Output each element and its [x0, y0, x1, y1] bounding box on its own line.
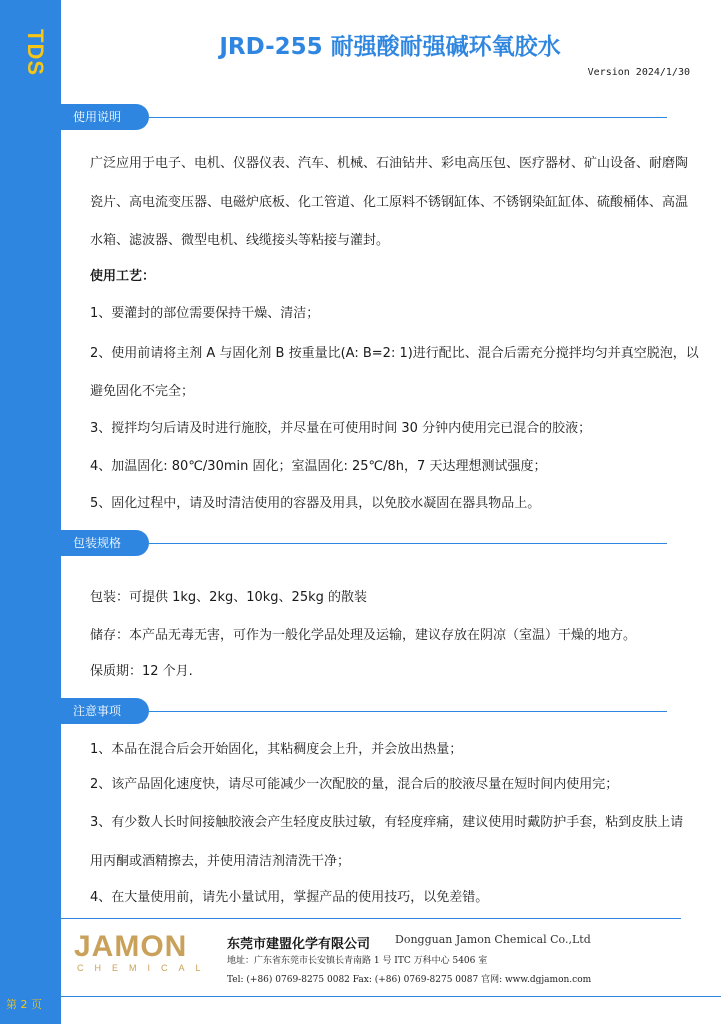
process-step: 3、搅拌均匀后请及时进行施胶，并尽量在可使用时间 30 分钟内使用完已混合的胶液；	[90, 421, 592, 436]
page-title: JRD-255 耐强酸耐强碱环氧胶水	[219, 34, 561, 60]
company-name-en: Dongguan Jamon Chemical Co.,Ltd	[395, 933, 591, 946]
sidebar	[0, 0, 61, 1024]
page-number: 第 2 页	[6, 998, 42, 1011]
version-label: Version 2024/1/30	[587, 67, 690, 78]
process-title: 使用工艺：	[90, 269, 156, 284]
usage-desc-line: 水箱、滤波器、微型电机、线缆接头等粘接与灌封。	[90, 233, 390, 248]
company-contact: Tel: (+86) 0769-8275 0082 Fax: (+86) 0769-8275 0087 官网: www.dgjamon.com	[227, 975, 592, 985]
packaging-line: 储存：本产品无毒无害，可作为一般化学品处理及运输，建议存放在阴凉（室温）干燥的地方。	[90, 628, 637, 643]
logo-wordmark: JAMON	[74, 930, 188, 963]
process-step: 2、使用前请将主剂 A 与固化剂 B 按重量比(A: B=2: 1)进行配比、混合后需充分搅拌均匀并真空脱泡，以	[90, 346, 699, 361]
footer-divider	[61, 918, 681, 919]
logo-subtext: CHEMICAL	[77, 963, 212, 973]
note-line: 2、该产品固化速度快，请尽可能减少一次配胶的量，混合后的胶液尽量在短时间内使用完；	[90, 777, 619, 792]
section-usage-heading: 使用说明	[61, 104, 149, 130]
tds-label: TDS	[23, 28, 48, 76]
process-step: 避免固化不完全；	[90, 384, 195, 399]
company-logo	[74, 932, 214, 980]
usage-desc-line: 广泛应用于电子、电机、仪器仪表、汽车、机械、石油钻井、彩电高压包、医疗器材、矿山设备、耐磨陶	[90, 156, 689, 171]
section-divider	[149, 117, 667, 118]
company-address: 地址：广东省东莞市长安镇长青南路 1 号 ITC 万科中心 5406 室	[227, 956, 488, 966]
footer-bottom-divider	[61, 996, 721, 997]
note-line: 3、有少数人长时间接触胶液会产生轻度皮肤过敏，有轻度痒痛，建议使用时戴防护手套，粘到皮肤上请	[90, 815, 684, 830]
note-line: 用丙酮或酒精擦去，并使用清洁剂清洗干净；	[90, 854, 351, 869]
packaging-line: 包装：可提供 1kg、2kg、10kg、25kg 的散装	[90, 590, 368, 605]
process-step: 4、加温固化: 80℃/30min 固化；室温固化: 25℃/8h，7 天达理想测试强度；	[90, 459, 547, 474]
process-step: 5、固化过程中，请及时清洁使用的容器及用具，以免胶水凝固在器具物品上。	[90, 496, 541, 511]
usage-desc-line: 瓷片、高电流变压器、电磁炉底板、化工管道、化工原料不锈钢缸体、不锈钢染缸缸体、硫酸桶体、高温	[90, 195, 689, 210]
company-name-cn: 东莞市建盟化学有限公司	[227, 937, 371, 952]
section-divider	[149, 543, 667, 544]
note-line: 4、在大量使用前，请先小量试用，掌握产品的使用技巧，以免差错。	[90, 890, 489, 905]
section-packaging-heading: 包装规格	[61, 530, 149, 556]
process-step: 1、要灌封的部位需要保持干燥、清洁；	[90, 306, 320, 321]
section-divider	[149, 711, 667, 712]
packaging-line: 保质期：12 个月.	[90, 664, 193, 679]
section-notes-heading: 注意事项	[61, 698, 149, 724]
note-line: 1、本品在混合后会开始固化，其粘稠度会上升，并会放出热量；	[90, 742, 463, 757]
